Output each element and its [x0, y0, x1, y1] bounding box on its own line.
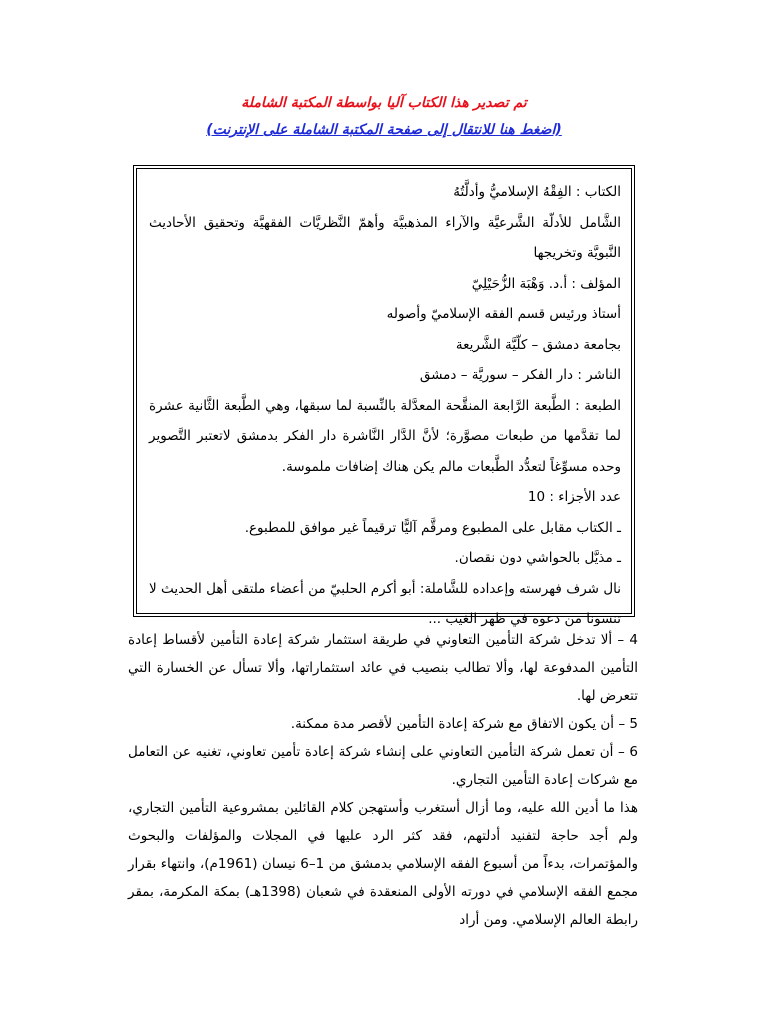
author-line: المؤلف : أ.د. وَهْبَة الزُّحَيْلِيّ	[471, 275, 621, 292]
conclusion-paragraph: هذا ما أدين الله عليه، وما أزال أستغرب وأستهجن كلام القائلين بمشروعية التأمين التجاري، ولم أجد حاجة لتفنيد أدلتهم، فقد كثر الرد عليها في المجلات والمؤلفات والبحوث والمؤتمرات، بدءاً من أسبوع الفقه الإسلامي بدمشق من 1–6 نيسان (1961م)، وانتهاء بقرار مجمع الفقه الإسلامي في دورته الأولى المنعقدة في شعبان (1398هـ) بمكة المكرمة، بمقر رابطة العالم الإسلامي. ومن أراد	[128, 800, 638, 928]
publisher-line: الناشر : دار الفكر – سوريَّة – دمشق	[419, 367, 621, 383]
paragraph-item-5: 5 – أن يكون الاتفاق مع شركة إعادة التأمين لأقصر مدة ممكنة.	[290, 716, 638, 732]
indexer-credit-line: نال شرف فهرسته وإعداده للشَّاملة: أبو أكرم الحلبيّ من أعضاء ملتقى أهل الحديث لا تنسونا من دعوة في ظهر الغيب ...	[149, 580, 621, 627]
edition-line: الطبعة : الطَّبعة الرَّابعة المنقَّحة المعدَّلة بالنِّسبة لما سبقها، وهي الطَّبعة الثَّانية عشرة لما تقدَّمها من طبعات مصوَّرة؛ لأنَّ الدَّار النَّاشرة دار الفكر بدمشق لاتعتبر التَّصوير وحده مسوِّغاً لتعدُّد الطَّبعات مالم يكن هناك إضافات ملموسة.	[149, 397, 621, 475]
export-header	[0, 92, 768, 142]
paragraph-item-6: 6 – أن تعمل شركة التأمين التعاوني على إنشاء شركة إعادة تأمين تعاوني، تغنيه عن التعامل مع شركات إعادة التأمين التجاري.	[128, 744, 638, 788]
book-info-box	[136, 168, 632, 627]
export-title: تم تصدير هذا الكتاب آليا بواسطة المكتبة الشاملة	[241, 95, 527, 111]
shamela-website-link[interactable]: (اضغط هنا للانتقال إلى صفحة المكتبة الشاملة على الإنترنت)	[206, 122, 562, 138]
pagination-note: ـ الكتاب مقابل على المطبوع ومرقَّم آليًّا ترقيماً غير موافق للمطبوع.	[244, 519, 621, 536]
author-position-line: أستاذ ورئيس قسم الفقه الإسلاميّ وأصوله	[386, 306, 621, 322]
book-description-line: الشَّامل للأدلّة الشَّرعيَّة والآراء المذهبيَّة وأهمّ النَّظريَّات الفقهيَّة وتحقيق الأحاديث النَّبويَّة وتخريجها	[149, 214, 621, 261]
book-title-line: الكتاب : الفِقْهُ الإسلاميُّ وأدلَّتُهُ	[453, 184, 621, 200]
footnotes-note: ـ مذيَّل بالحواشي دون نقصان.	[454, 550, 621, 566]
volume-count-line: عدد الأجزاء : 10	[527, 489, 621, 505]
author-university-line: بجامعة دمشق – كلّيَّة الشَّريعة	[455, 336, 621, 353]
paragraph-item-4: 4 – ألا تدخل شركة التأمين التعاوني في طريقة استثمار شركة إعادة التأمين لأقساط إعادة التأمين المدفوعة لها، وألا تطالب بنصيب في عائد استثماراتها، وألا تسأل عن الخسارة التي تتعرض لها.	[128, 632, 638, 704]
main-text	[128, 626, 638, 934]
